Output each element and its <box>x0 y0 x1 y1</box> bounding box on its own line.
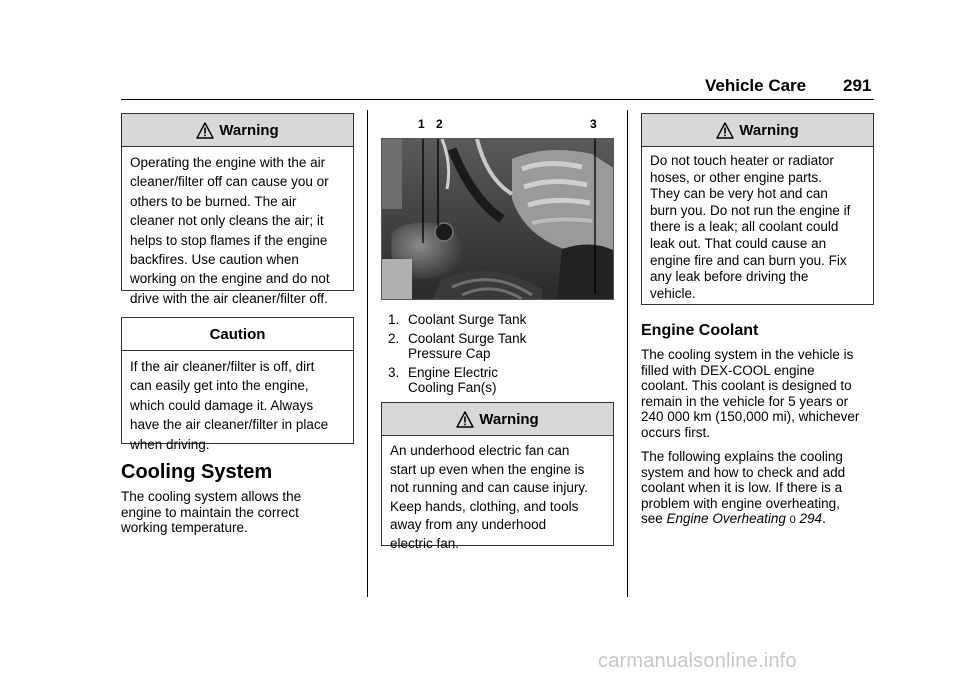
text-line: can easily get into the engine, <box>130 378 309 394</box>
warning-triangle-icon <box>716 122 734 139</box>
engine-coolant-paragraph-2 <box>641 449 881 529</box>
text-line: working on the engine and do not <box>130 271 330 287</box>
caution-box-header <box>122 318 353 351</box>
legend-number: 3. <box>388 364 400 380</box>
engine-overheating-link[interactable]: Engine Overheating <box>666 511 786 526</box>
text-line: occurs first. <box>641 424 711 440</box>
warning-box-title: Warning <box>479 410 539 428</box>
text-line: there is a leak; all coolant could <box>650 219 839 235</box>
text-line: away from any underhood <box>390 517 547 533</box>
subheading-engine-coolant: Engine Coolant <box>641 322 759 339</box>
text-line: Operating the engine with the air <box>130 155 326 170</box>
warning-box-header <box>382 403 613 436</box>
callout-3: 3 <box>590 117 597 131</box>
text-line: 240 000 km (150,000 mi), whichever <box>641 409 860 424</box>
text-line: leak out. That could cause an <box>650 235 827 251</box>
legend-text: Pressure Cap <box>408 346 491 361</box>
engine-bay-photo <box>381 138 614 300</box>
warning-triangle-icon <box>196 122 214 139</box>
legend-text: Coolant Surge Tank <box>408 330 527 346</box>
legend-item <box>388 312 608 328</box>
page-reference-icon: 0 <box>789 514 796 526</box>
legend-text: Cooling Fan(s) <box>408 380 497 395</box>
text-line: others to be burned. The air <box>130 193 297 209</box>
legend-number: 2. <box>388 330 400 346</box>
text-line: system and how to check and add <box>641 464 846 480</box>
engine-coolant-paragraph-1 <box>641 347 881 440</box>
text-line: Keep hands, clothing, and tools <box>390 498 579 514</box>
legend-item <box>388 365 608 396</box>
warning-box-title: Warning <box>219 121 279 139</box>
callout-2: 2 <box>436 117 443 131</box>
text-line: engine fire and can burn you. Fix <box>650 252 847 268</box>
text-line: cleaner/filter off can cause you or <box>130 174 329 190</box>
text-line: drive with the air cleaner/filter off. <box>130 290 328 306</box>
text-line: when driving. <box>130 436 210 452</box>
warning-box-title: Warning <box>739 121 799 139</box>
callout-1: 1 <box>418 117 425 131</box>
text-line: hoses, or other engine parts. <box>650 169 822 185</box>
column-divider-left <box>367 110 368 597</box>
cooling-system-intro <box>121 489 361 536</box>
text-fragment: see <box>641 511 667 526</box>
watermark: carmanualsonline.info <box>598 650 797 672</box>
air-cleaner-warning-box <box>121 113 354 306</box>
text-line: If the air cleaner/filter is off, dirt <box>130 359 315 374</box>
page-reference-number[interactable]: 294 <box>799 511 823 526</box>
text-line: cleaner not only cleans the air; it <box>130 213 324 229</box>
legend-text: Engine Electric <box>408 364 499 380</box>
text-line: problem with engine overheating, <box>641 495 840 511</box>
warning-box-text <box>642 147 873 302</box>
warning-box-header <box>122 114 353 147</box>
warning-box-text <box>122 147 353 308</box>
legend-text: Coolant Surge Tank <box>408 312 527 327</box>
text-line: any leak before driving the <box>650 269 809 285</box>
text-line: not running and can cause injury. <box>390 480 588 496</box>
text-line: working temperature. <box>121 520 248 535</box>
text-line: backfires. Use caution when <box>130 252 299 268</box>
text-fragment: . <box>822 511 826 526</box>
text-line: The cooling system allows the <box>121 489 302 504</box>
text-line: Do not touch heater or radiator <box>650 153 834 168</box>
text-line: which could damage it. Always <box>130 397 314 413</box>
text-line: The following explains the cooling <box>641 449 843 464</box>
text-line: filled with DEX-COOL engine <box>641 362 815 378</box>
text-line: start up even when the engine is <box>390 461 585 477</box>
text-line <box>641 511 881 529</box>
text-line: The cooling system in the vehicle is <box>641 347 854 362</box>
text-line: coolant. This coolant is designed to <box>641 378 852 393</box>
text-line: engine to maintain the correct <box>121 504 299 520</box>
text-line: helps to stop flames if the engine <box>130 232 328 248</box>
text-line: vehicle. <box>650 285 696 301</box>
caution-box-title: Caution <box>209 325 266 343</box>
caution-box-text <box>122 351 353 454</box>
text-line: An underhood electric fan can <box>390 443 570 458</box>
warning-box-header <box>642 114 873 147</box>
legend-number: 1. <box>388 312 400 327</box>
page-number: 291 <box>843 76 872 95</box>
column-divider-right <box>627 110 628 597</box>
header-rule <box>121 99 874 100</box>
section-heading-cooling-system: Cooling System <box>121 461 273 483</box>
text-line: have the air cleaner/filter in place <box>130 417 329 433</box>
text-line: They can be very hot and can <box>650 186 828 202</box>
header-section-title: Vehicle Care <box>705 76 807 95</box>
text-line: electric fan. <box>390 535 460 551</box>
warning-box-text <box>382 436 613 554</box>
warning-triangle-icon <box>456 411 474 428</box>
text-line: burn you. Do not run the engine if <box>650 202 851 218</box>
hot-parts-warning-box <box>641 113 874 305</box>
electric-fan-warning-box <box>381 402 614 551</box>
air-cleaner-caution-box <box>121 317 354 452</box>
engine-bay-illustration <box>382 139 614 300</box>
figure-legend <box>388 312 608 396</box>
legend-item <box>388 331 608 362</box>
text-line: coolant when it is low. If there is a <box>641 480 843 495</box>
text-line: remain in the vehicle for 5 years or <box>641 393 849 409</box>
